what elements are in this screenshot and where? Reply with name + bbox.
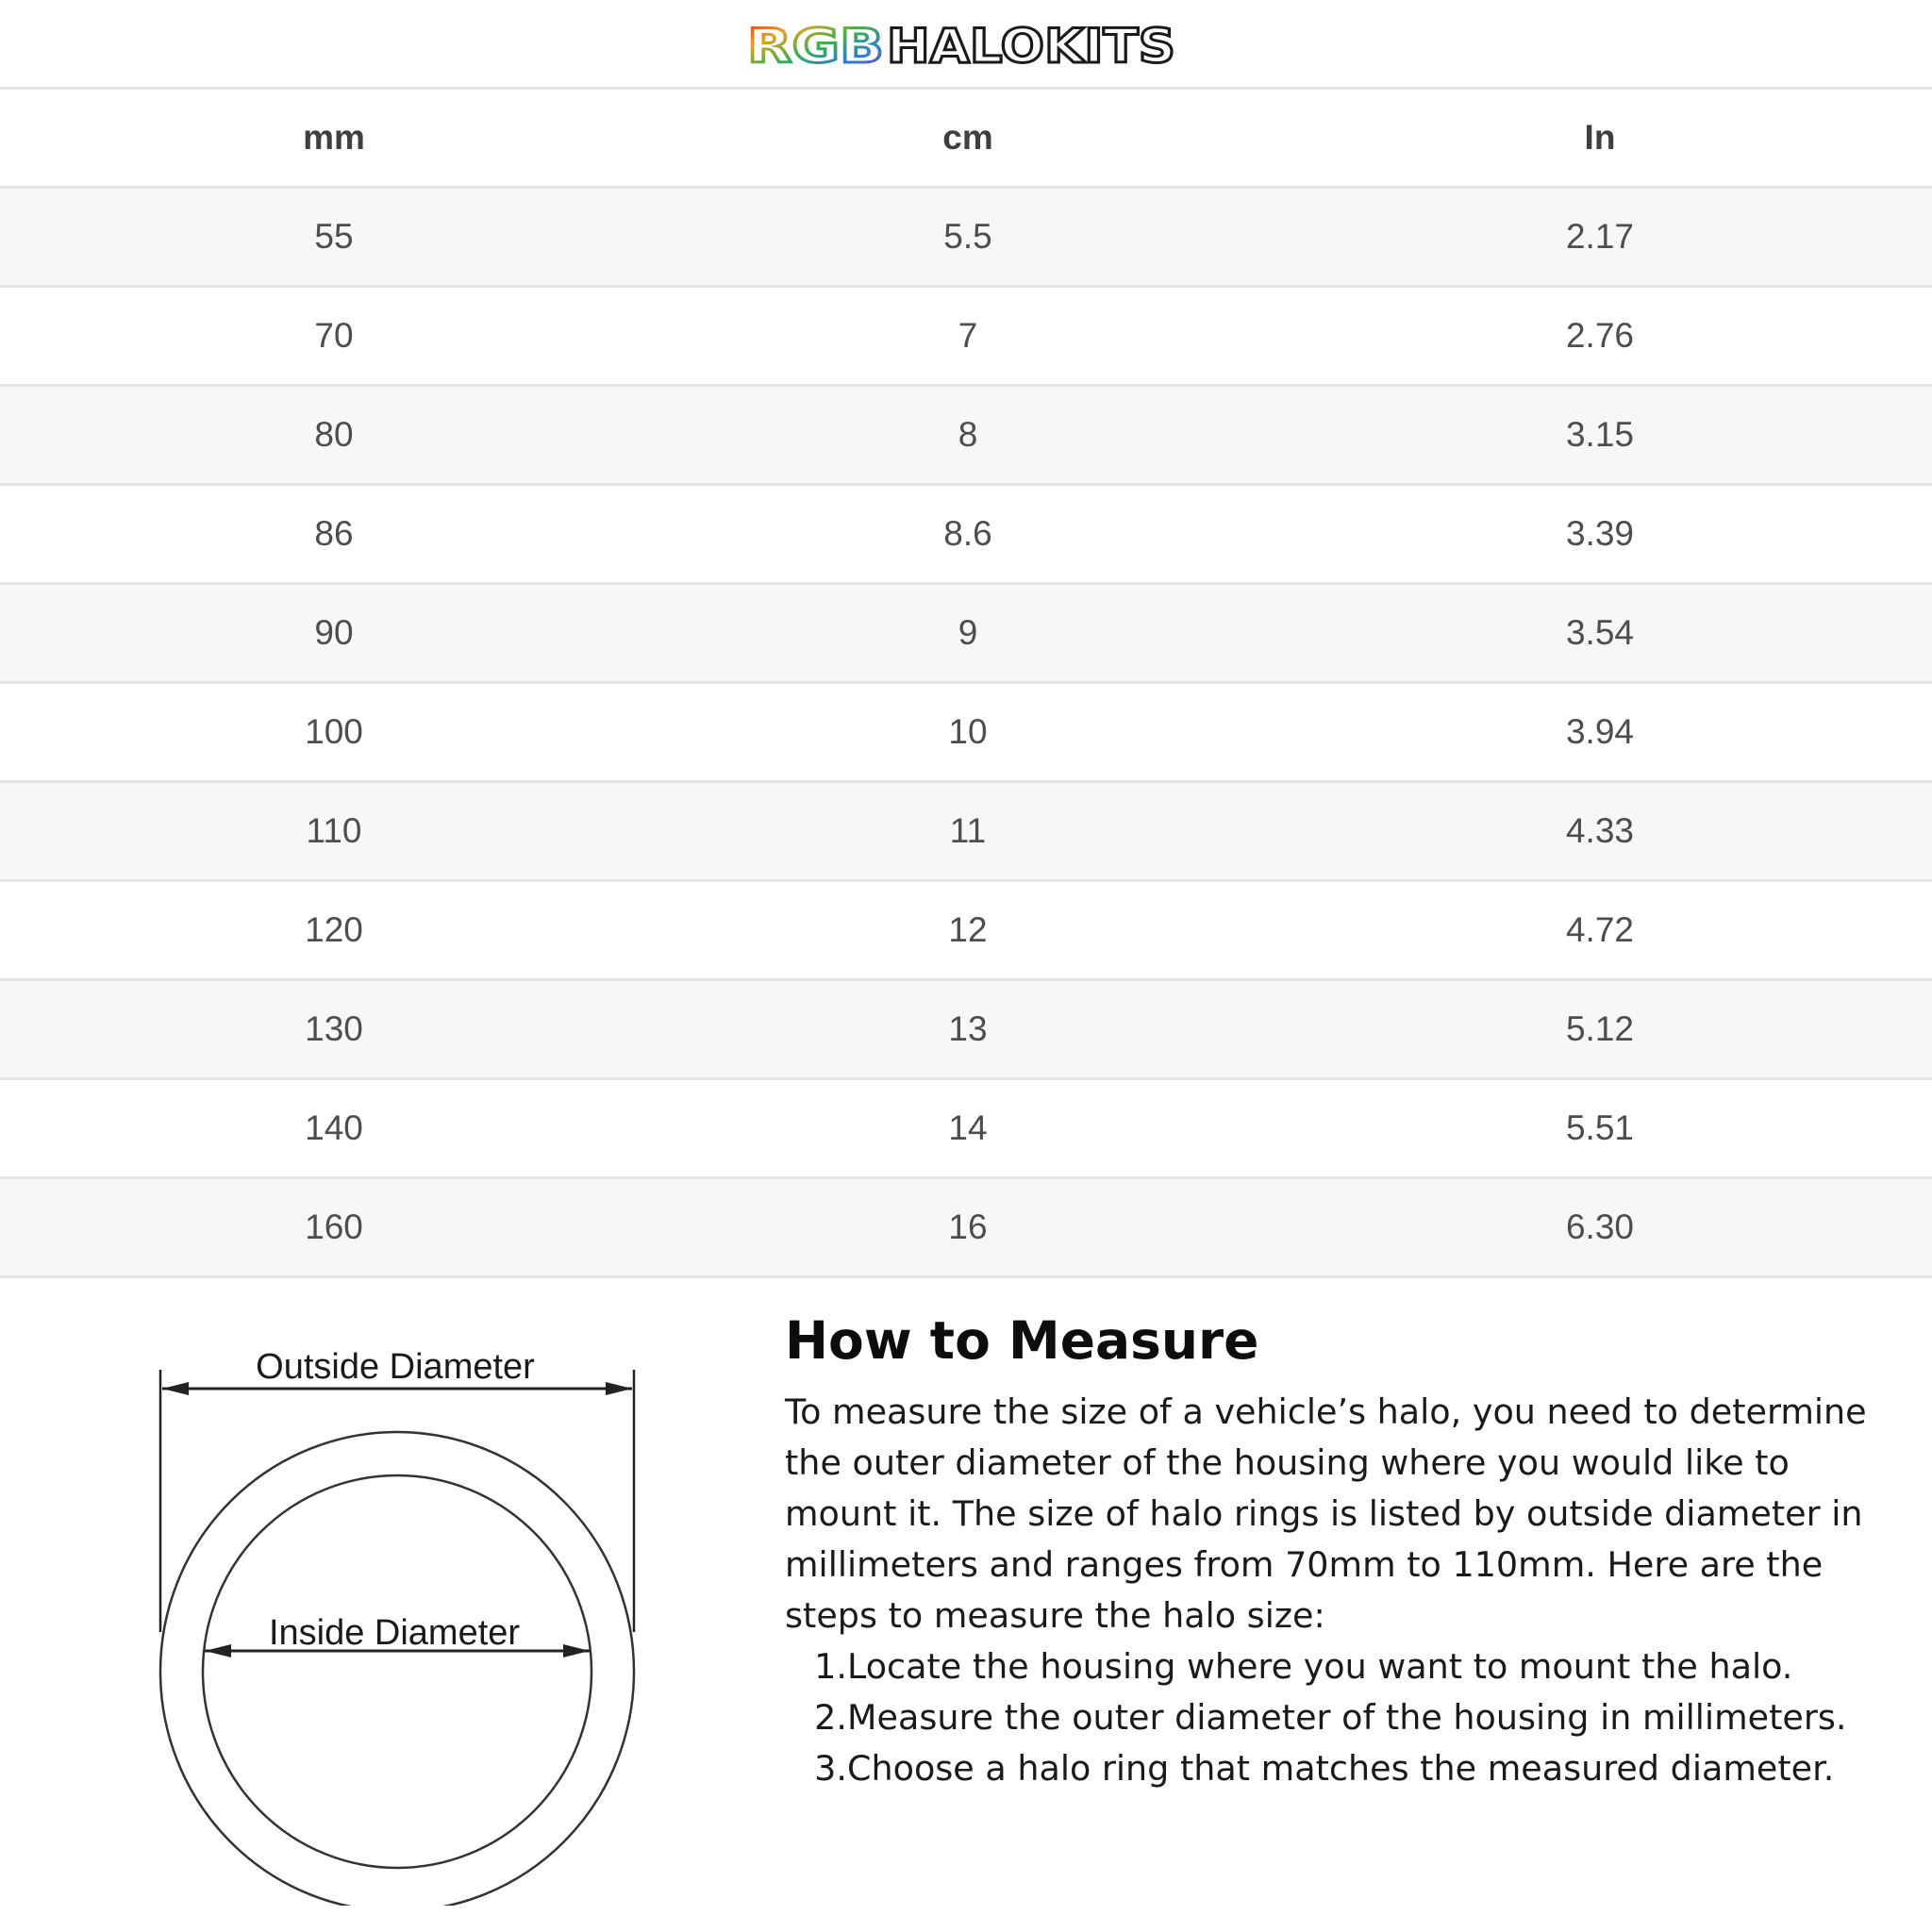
logo-wordmark xyxy=(745,21,1179,70)
step-text: Locate the housing where you want to mount the halo. xyxy=(847,1646,1793,1687)
step-text: Choose a halo ring that matches the measured diameter. xyxy=(847,1748,1835,1789)
table-row xyxy=(0,1079,1932,1178)
cell-cm: 16 xyxy=(668,1178,1268,1277)
table-row xyxy=(0,782,1932,881)
cell-cm: 13 xyxy=(668,980,1268,1079)
step-number: 3. xyxy=(814,1748,847,1789)
table-row xyxy=(0,188,1932,287)
table-row xyxy=(0,287,1932,386)
cell-cm: 14 xyxy=(668,1079,1268,1178)
cell-cm: 7 xyxy=(668,287,1268,386)
column-header-mm: mm xyxy=(0,89,668,188)
cell-mm: 100 xyxy=(0,683,668,782)
table-header-row xyxy=(0,89,1932,188)
list-item xyxy=(785,1641,1907,1692)
cell-cm: 8.6 xyxy=(668,485,1268,584)
cell-mm: 90 xyxy=(0,584,668,683)
size-conversion-table xyxy=(0,87,1932,1278)
cell-in: 6.30 xyxy=(1268,1178,1932,1277)
halo-diameter-diagram xyxy=(151,1330,651,1906)
cell-in: 5.12 xyxy=(1268,980,1932,1079)
outside-arrow-left xyxy=(162,1382,189,1395)
cell-in: 3.54 xyxy=(1268,584,1932,683)
table-row xyxy=(0,980,1932,1079)
cell-in: 3.15 xyxy=(1268,386,1932,485)
table-row xyxy=(0,386,1932,485)
cell-mm: 130 xyxy=(0,980,668,1079)
cell-mm: 110 xyxy=(0,782,668,881)
cell-mm: 160 xyxy=(0,1178,668,1277)
cell-mm: 70 xyxy=(0,287,668,386)
cell-in: 4.72 xyxy=(1268,881,1932,980)
column-header-cm: cm xyxy=(668,89,1268,188)
logo-text-rgb: RGB xyxy=(747,21,884,70)
cell-mm: 80 xyxy=(0,386,668,485)
outside-diameter-label: Outside Diameter xyxy=(256,1347,535,1387)
inside-arrow-right xyxy=(563,1644,590,1657)
cell-cm: 10 xyxy=(668,683,1268,782)
column-header-in: In xyxy=(1268,89,1932,188)
cell-cm: 5.5 xyxy=(668,188,1268,287)
cell-in: 2.17 xyxy=(1268,188,1932,287)
table-row xyxy=(0,1178,1932,1277)
inner-ring xyxy=(203,1475,591,1868)
cell-cm: 11 xyxy=(668,782,1268,881)
list-item xyxy=(785,1692,1907,1743)
step-number: 2. xyxy=(814,1697,847,1738)
table-row xyxy=(0,683,1932,782)
cell-mm: 86 xyxy=(0,485,668,584)
table-row xyxy=(0,584,1932,683)
logo-text-halokits: HALOKITS xyxy=(887,21,1175,70)
outside-arrow-right xyxy=(606,1382,632,1395)
table-row xyxy=(0,485,1932,584)
cell-in: 4.33 xyxy=(1268,782,1932,881)
intro-paragraph: To measure the size of a vehicle’s halo, you need to determine the outer diameter of the housing where you would like to mount it. The size of halo rings is listed by outside diameter in millimeters and ranges from 70mm to 110mm. Here are the steps to measure the halo size: xyxy=(785,1391,1867,1636)
inside-diameter-label: Inside Diameter xyxy=(268,1613,521,1653)
step-text: Measure the outer diameter of the housing in millimeters. xyxy=(847,1697,1847,1738)
cell-in: 5.51 xyxy=(1268,1079,1932,1178)
section-title: How to Measure xyxy=(785,1310,1259,1371)
table-row xyxy=(0,881,1932,980)
cell-cm: 8 xyxy=(668,386,1268,485)
inside-arrow-left xyxy=(205,1644,231,1657)
list-item xyxy=(785,1743,1907,1794)
cell-in: 3.39 xyxy=(1268,485,1932,584)
how-to-measure-section xyxy=(785,1306,1907,1794)
outer-ring xyxy=(160,1432,634,1906)
cell-in: 2.76 xyxy=(1268,287,1932,386)
cell-in: 3.94 xyxy=(1268,683,1932,782)
cell-mm: 120 xyxy=(0,881,668,980)
cell-cm: 12 xyxy=(668,881,1268,980)
step-number: 1. xyxy=(814,1646,847,1687)
cell-mm: 140 xyxy=(0,1079,668,1178)
cell-mm: 55 xyxy=(0,188,668,287)
cell-cm: 9 xyxy=(668,584,1268,683)
steps-list xyxy=(785,1641,1907,1794)
